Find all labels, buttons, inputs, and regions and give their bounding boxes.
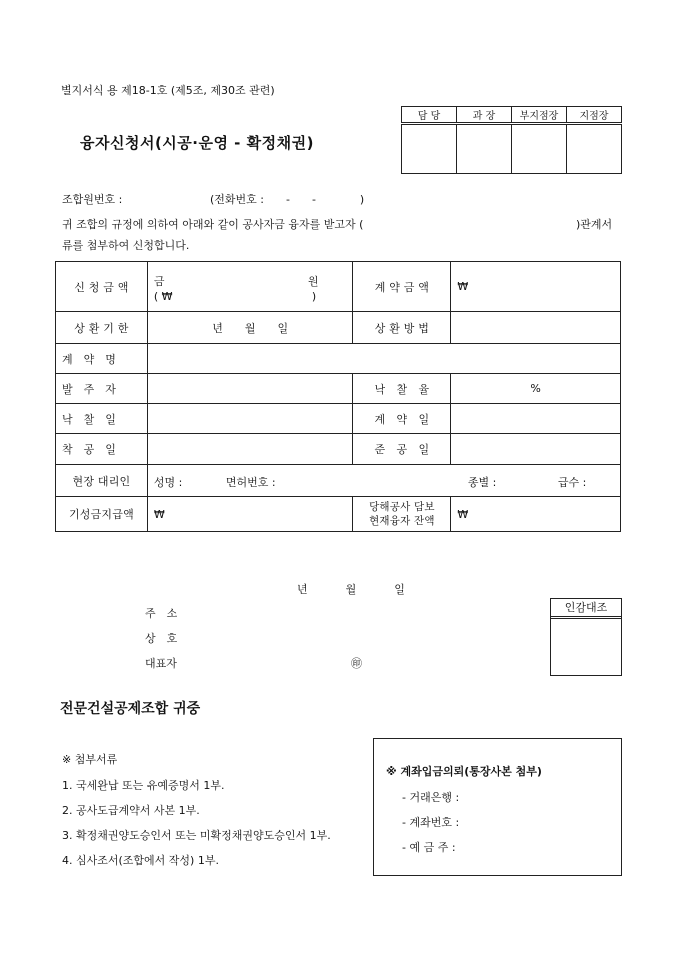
form-title: 융자신청서(시공·운영 - 확정채권) — [80, 134, 314, 152]
attachment-item: 4. 심사조서(조합에서 작성) 1부. — [62, 854, 219, 867]
approval-sign-staff[interactable] — [402, 124, 457, 174]
contract-date-field[interactable] — [451, 404, 621, 434]
loan-application-table — [55, 261, 621, 532]
phone-label: (전화번호 : - - ) — [210, 193, 365, 206]
date-year: 년 — [297, 583, 308, 596]
balance-field[interactable]: ₩ — [451, 497, 621, 532]
repay-period-field[interactable]: 년 월 일 — [147, 312, 353, 344]
request-text: 귀 조합의 규정에 의하여 아래와 같이 공사자금 융자를 받고자 ( — [62, 218, 364, 231]
client-field[interactable] — [147, 374, 353, 404]
client-label: 발 주 자 — [56, 374, 148, 404]
approval-header-branch: 지점장 — [567, 107, 622, 124]
start-date-label: 착 공 일 — [56, 434, 148, 465]
approval-sign-manager[interactable] — [457, 124, 512, 174]
member-no-label: 조합원번호 : — [62, 193, 123, 206]
bank-label: - 거래은행 : — [402, 791, 460, 804]
bid-date-field[interactable] — [147, 404, 353, 434]
balance-label — [353, 497, 451, 532]
site-agent-field[interactable] — [147, 465, 620, 497]
attachment-item: 2. 공사도급계약서 사본 1부. — [62, 804, 200, 817]
member-line — [62, 191, 365, 207]
apply-amount-label: 신 청 금 액 — [56, 262, 148, 312]
date-day: 일 — [394, 583, 405, 596]
date-month: 월 — [345, 583, 357, 596]
seal-verification-box[interactable] — [550, 598, 622, 676]
bid-date-label: 낙 찰 일 — [56, 404, 148, 434]
repay-method-label: 상 환 방 법 — [353, 312, 451, 344]
date-line — [297, 581, 443, 597]
site-agent-grade-label: 급수 : — [557, 475, 587, 489]
approval-header-manager: 과 장 — [457, 107, 512, 124]
approval-header-staff: 담 당 — [402, 107, 457, 124]
approval-sign-branch[interactable] — [567, 124, 622, 174]
apply-amount-field[interactable] — [147, 262, 353, 312]
recipient: 전문건설공제조합 귀중 — [60, 701, 201, 717]
account-number-label: - 계좌번호 : — [402, 816, 460, 829]
form-reference: 별지서식 용 제18-1호 (제5조, 제30조 관련) — [61, 84, 275, 97]
repay-period-label: 상 환 기 한 — [56, 312, 148, 344]
contract-name-label: 계 약 명 — [56, 344, 148, 374]
request-text-end: )관계서 — [576, 218, 613, 231]
attachment-item: 1. 국세완납 또는 유예증명서 1부. — [62, 779, 225, 792]
apply-amount-won-suffix: 원 — [307, 274, 319, 288]
site-agent-license-label: 면허번호 : — [225, 475, 276, 489]
company-label: 상 호 — [145, 632, 178, 645]
seal-icon: ㊞ — [351, 657, 362, 670]
balance-label-line2: 현재융자 잔액 — [369, 515, 435, 527]
completion-date-label: 준 공 일 — [353, 434, 451, 465]
site-agent-label: 현장 대리인 — [56, 465, 148, 497]
apply-amount-krw-close: ) — [311, 289, 317, 303]
attachments-title: ※ 첨부서류 — [62, 753, 118, 766]
account-request-box — [373, 738, 622, 876]
request-line-2: 류를 첨부하여 신청합니다. — [62, 239, 190, 252]
address-label: 주 소 — [145, 607, 178, 620]
progress-pay-label: 기성금지급액 — [56, 497, 148, 532]
apply-amount-krw: ( ₩ — [153, 289, 173, 303]
approval-header-deputy: 부지점장 — [512, 107, 567, 124]
attachment-item: 3. 확정채권양도승인서 또는 미확정채권양도승인서 1부. — [62, 829, 331, 842]
bid-rate-field[interactable]: % — [451, 374, 621, 404]
repay-method-field[interactable] — [451, 312, 621, 344]
site-agent-type-label: 종별 : — [467, 475, 497, 489]
progress-pay-field[interactable]: ₩ — [147, 497, 353, 532]
contract-date-label: 계 약 일 — [353, 404, 451, 434]
seal-verification-label: 인감대조 — [551, 599, 621, 619]
contract-amount-label: 계 약 금 액 — [353, 262, 451, 312]
apply-amount-won-prefix: 금 — [153, 274, 165, 288]
account-holder-label: - 예 금 주 : — [402, 841, 456, 854]
site-agent-name-label: 성명 : — [153, 475, 183, 489]
completion-date-field[interactable] — [451, 434, 621, 465]
balance-label-line1: 당해공사 담보 — [369, 501, 435, 513]
approval-sign-deputy[interactable] — [512, 124, 567, 174]
bid-rate-label: 낙 찰 율 — [353, 374, 451, 404]
approval-table — [401, 106, 622, 174]
request-line — [62, 216, 613, 232]
contract-amount-field[interactable]: ₩ — [451, 262, 621, 312]
representative-label: 대표자 — [145, 657, 177, 670]
start-date-field[interactable] — [147, 434, 353, 465]
contract-name-field[interactable] — [147, 344, 620, 374]
account-request-title: ※ 계좌입금의뢰(통장사본 첨부) — [386, 765, 542, 778]
